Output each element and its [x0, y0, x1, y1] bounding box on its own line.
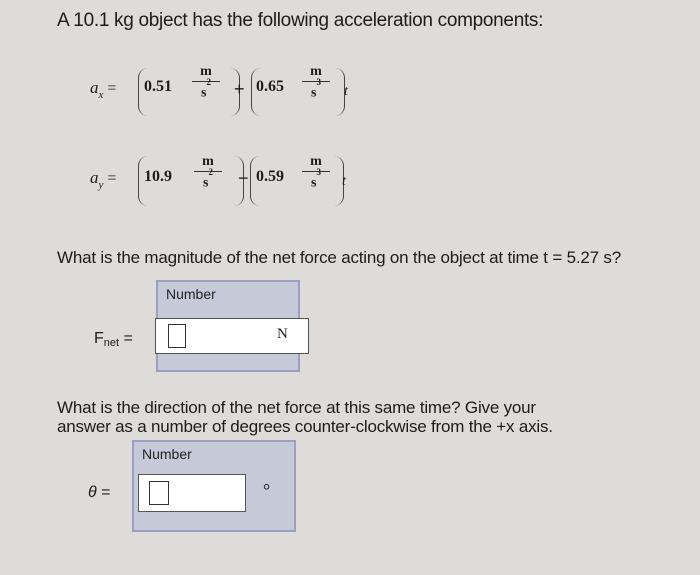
ax-coefficient-2: 0.65 [256, 78, 284, 95]
fnet-input[interactable] [168, 324, 186, 348]
ay-operator: − [238, 168, 249, 188]
question-magnitude: What is the magnitude of the net force acting on the object at time t = 5.27 s? [57, 248, 621, 267]
answer2-panel-label: Number [142, 446, 192, 462]
ax-time-variable: t [344, 84, 348, 99]
theta-input[interactable] [149, 481, 169, 505]
ay-time-variable: t [342, 174, 346, 189]
fnet-label: Fnet = [94, 330, 133, 349]
ax-unit-2: m $s^3$ [302, 64, 330, 102]
question-direction: What is the direction of the net force at this same time? Give your answer as a number of degrees counter-clockwise from the +x axis. [57, 398, 553, 436]
ay-label: $a_y$ = [90, 168, 117, 191]
theta-unit: ° [263, 480, 271, 500]
problem-statement: A 10.1 kg object has the following acceleration components: [57, 10, 544, 31]
ax-operator: + [234, 79, 245, 99]
ay-coefficient-2: 0.59 [256, 168, 284, 185]
ay-unit-1: m $s^2$ [194, 154, 222, 192]
ay-coefficient-1: 10.9 [144, 168, 172, 185]
theta-answer-field[interactable] [138, 474, 246, 512]
answer1-panel-label: Number [166, 286, 216, 302]
ax-label: $a_x$ = [90, 78, 117, 101]
ax-unit-1: m $s^2$ [192, 64, 220, 102]
ay-unit-2: m $s^3$ [302, 154, 330, 192]
ax-coefficient-1: 0.51 [144, 78, 172, 95]
fnet-unit: N [277, 326, 288, 342]
theta-label: θ = [88, 484, 111, 501]
